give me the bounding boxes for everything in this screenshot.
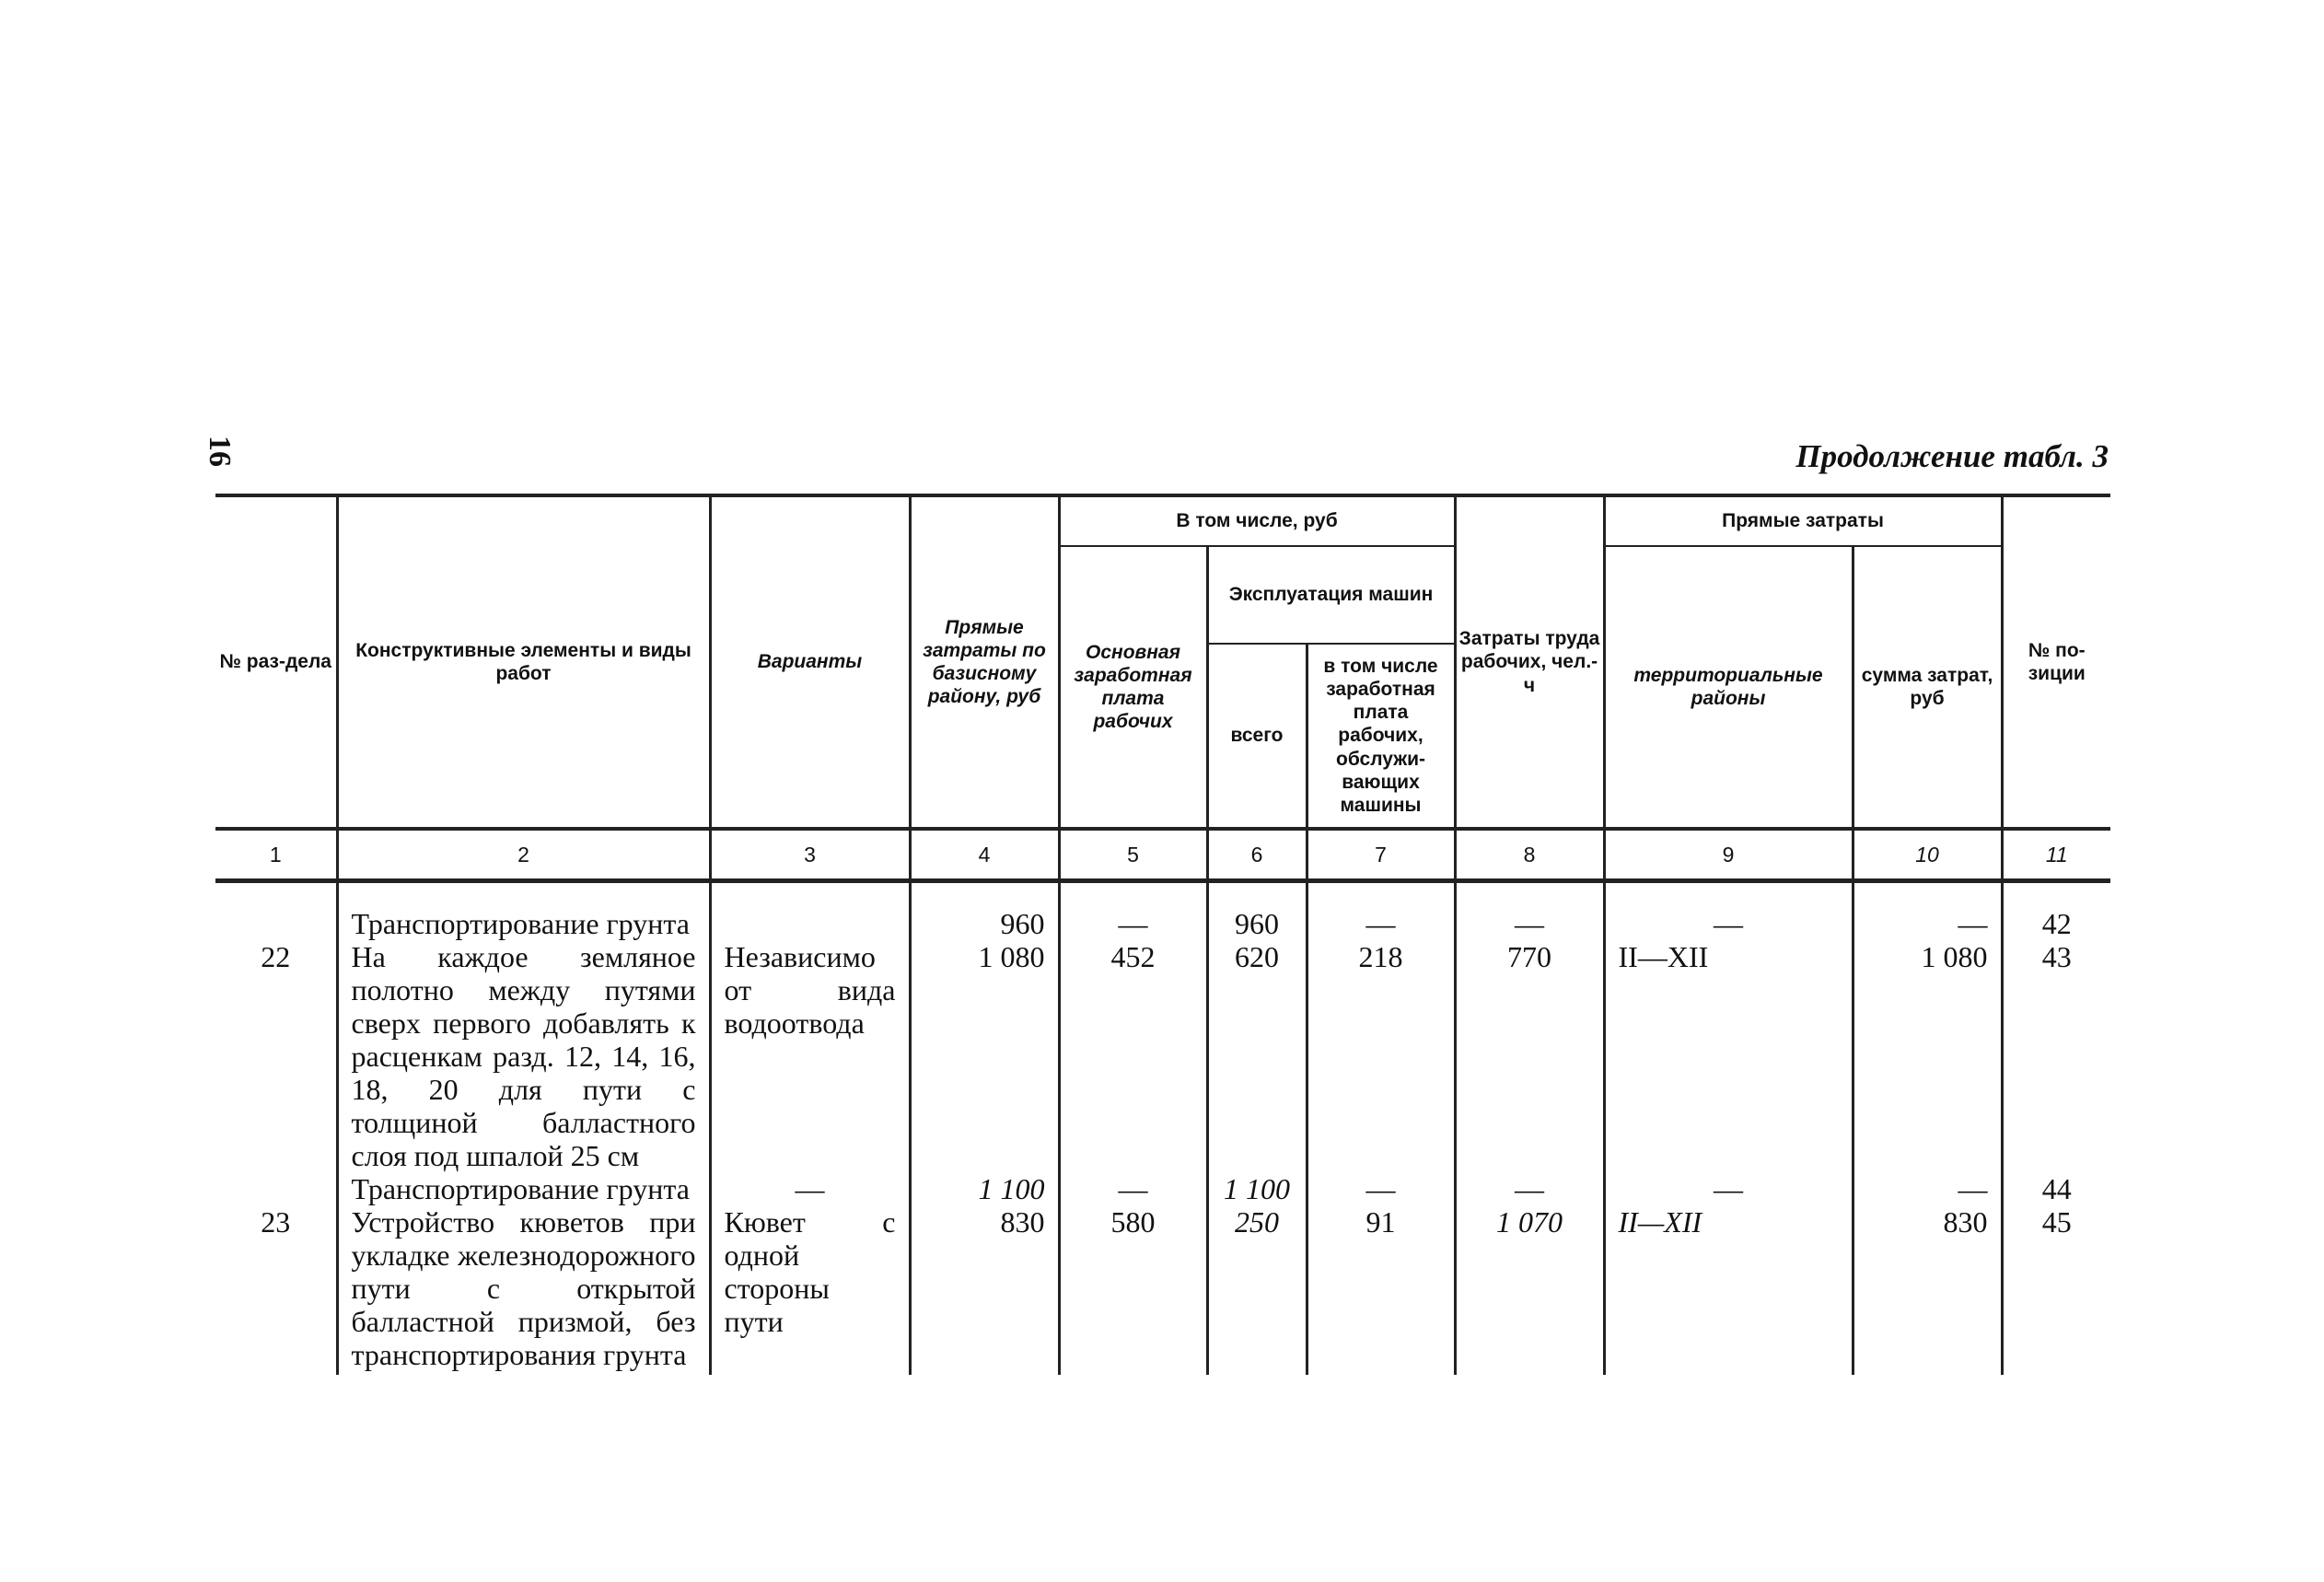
- cell-basic-wage: —: [1059, 907, 1207, 940]
- page-number: 16: [203, 436, 237, 467]
- cell-machine-wage: 91: [1307, 1205, 1455, 1371]
- header-basic-wage: Основная заработная плата рабочих: [1059, 546, 1207, 829]
- cell-machine-wage: 218: [1307, 940, 1455, 1172]
- header-machine-wage: в том числе заработная плата рабочих, обслужи-вающих машины: [1307, 644, 1455, 829]
- col-number: 11: [2002, 829, 2110, 881]
- cell-basic-wage: —: [1059, 1172, 1207, 1205]
- cell-labor: 770: [1455, 940, 1604, 1172]
- cell-position: 43: [2002, 940, 2110, 1172]
- col-number: 7: [1307, 829, 1455, 881]
- header-direct-group: Прямые затраты: [1604, 495, 2002, 546]
- cell-element: Транспортирование грунта: [337, 907, 710, 940]
- column-number-row: [215, 829, 2110, 881]
- cell-regions: II—XII: [1604, 940, 1853, 1172]
- cell-machine-total: 1 100: [1207, 1172, 1307, 1205]
- table-continuation-title: Продолжение табл. 3: [1795, 438, 2109, 474]
- table-row: [215, 1172, 2110, 1205]
- header-incl-group: В том числе, руб: [1059, 495, 1455, 546]
- cell-element: Устройство кюветов при укладке железнодорожного пути с открытой балластной призмой, без транспортирования грунта: [337, 1205, 710, 1371]
- col-number: 10: [1853, 829, 2002, 881]
- norms-table: [215, 494, 2110, 1375]
- col-number: 5: [1059, 829, 1207, 881]
- cell-labor: 1 070: [1455, 1205, 1604, 1371]
- cell-section: 23: [215, 1205, 337, 1371]
- cell-variant: [710, 907, 910, 940]
- cell-sum: 830: [1853, 1205, 2002, 1371]
- col-number: 6: [1207, 829, 1307, 881]
- cell-variant: —: [710, 1172, 910, 1205]
- cell-section: [215, 1172, 337, 1205]
- cell-regions: —: [1604, 1172, 1853, 1205]
- table-body: [215, 881, 2110, 1376]
- cell-machine-total: 960: [1207, 907, 1307, 940]
- header-machine-op: Эксплуатация машин: [1207, 546, 1455, 644]
- cell-labor: —: [1455, 1172, 1604, 1205]
- header-sum-costs: сумма затрат, руб: [1853, 546, 2002, 829]
- cell-element: На каждое земляное полотно между путями сверх первого добавлять к расценкам разд. 12, 14, 16, 18, 20 для пути с толщиной балластного слоя под шпалой 25 см: [337, 940, 710, 1172]
- table-row: [215, 940, 2110, 1172]
- header-labor: Затраты труда рабочих, чел.-ч: [1455, 495, 1604, 829]
- header-section-no: № раз-дела: [215, 495, 337, 829]
- cell-regions: II—XII: [1604, 1205, 1853, 1371]
- header-variants: Варианты: [710, 495, 910, 829]
- cell-machine-total: 250: [1207, 1205, 1307, 1371]
- cell-machine-total: 620: [1207, 940, 1307, 1172]
- col-number: 8: [1455, 829, 1604, 881]
- cell-direct: 1 100: [910, 1172, 1059, 1205]
- table-header: [215, 495, 2110, 881]
- cell-variant: Независимо от вида водоотвода: [710, 940, 910, 1172]
- cell-position: 45: [2002, 1205, 2110, 1371]
- cell-direct: 1 080: [910, 940, 1059, 1172]
- cell-position: 44: [2002, 1172, 2110, 1205]
- cell-machine-wage: —: [1307, 907, 1455, 940]
- cell-basic-wage: 580: [1059, 1205, 1207, 1371]
- cell-basic-wage: 452: [1059, 940, 1207, 1172]
- cell-labor: —: [1455, 907, 1604, 940]
- cell-machine-wage: —: [1307, 1172, 1455, 1205]
- table-row: [215, 907, 2110, 940]
- cell-position: 42: [2002, 907, 2110, 940]
- col-number: 1: [215, 829, 337, 881]
- col-number: 4: [910, 829, 1059, 881]
- cell-direct: 830: [910, 1205, 1059, 1371]
- cell-variant: Кювет с одной стороны пути: [710, 1205, 910, 1371]
- header-regions: территориальные районы: [1604, 546, 1853, 829]
- header-elements: Конструктивные элементы и виды работ: [337, 495, 710, 829]
- cell-regions: —: [1604, 907, 1853, 940]
- cell-sum: —: [1853, 1172, 2002, 1205]
- col-number: 9: [1604, 829, 1853, 881]
- cell-section: [215, 907, 337, 940]
- table-row: [215, 1205, 2110, 1371]
- cell-sum: —: [1853, 907, 2002, 940]
- header-machine-total: всего: [1207, 644, 1307, 829]
- cell-section: 22: [215, 940, 337, 1172]
- header-position-no: № по-зиции: [2002, 495, 2110, 829]
- header-direct-costs-base: Прямые затраты по базисному району, руб: [910, 495, 1059, 829]
- col-number: 3: [710, 829, 910, 881]
- cell-sum: 1 080: [1853, 940, 2002, 1172]
- cell-element: Транспортирование грунта: [337, 1172, 710, 1205]
- col-number: 2: [337, 829, 710, 881]
- cell-direct: 960: [910, 907, 1059, 940]
